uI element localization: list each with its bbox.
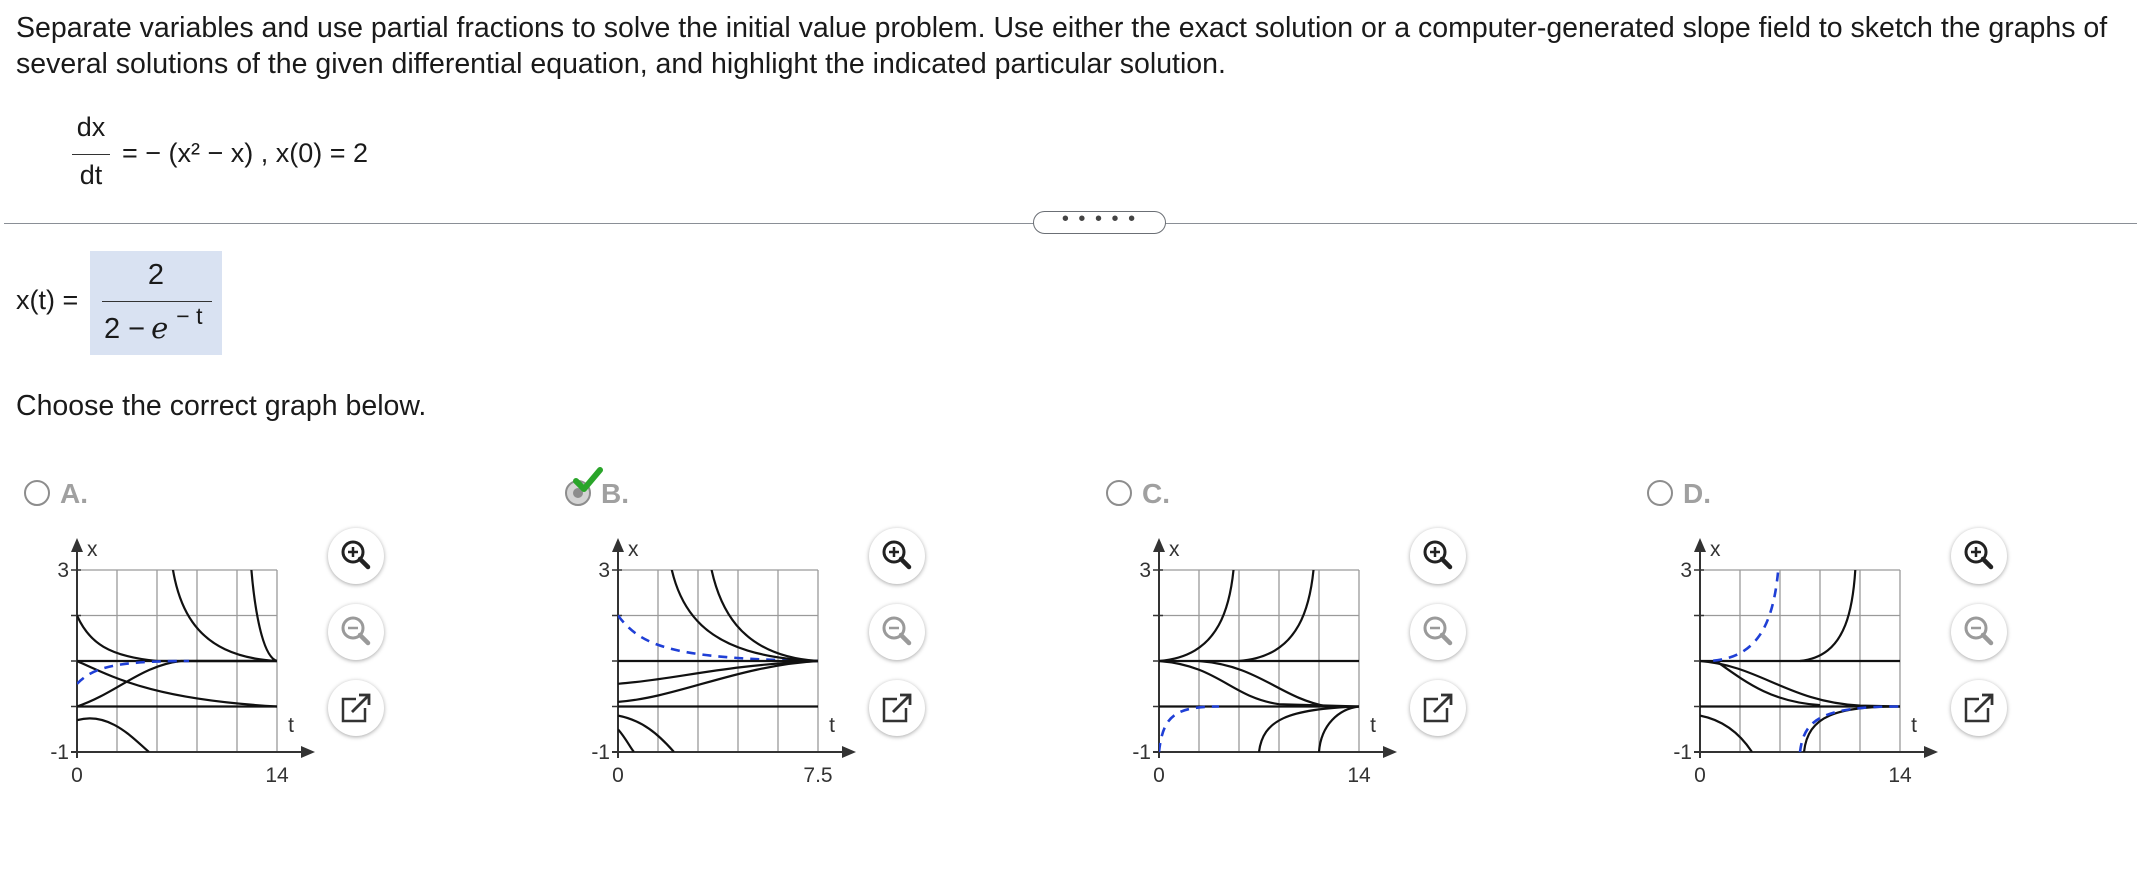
solution-graph bbox=[559, 520, 879, 800]
t-axis-arrow bbox=[842, 746, 856, 758]
zoom-out-button[interactable] bbox=[328, 604, 384, 660]
solution-graph bbox=[1100, 520, 1420, 800]
option-letter: B. bbox=[601, 478, 629, 509]
t-axis-label: t bbox=[1370, 714, 1376, 737]
question-text: Separate variables and use partial fractions to solve the initial value problem. Use either the exact solution or a computer-generated slope field to sketch the graphs of several solutions of the given differential equation, and highlight the indicated particular solution. bbox=[16, 12, 2108, 80]
option-radio[interactable] bbox=[1647, 480, 1673, 506]
popout-button[interactable] bbox=[1410, 680, 1466, 736]
t-tick-label-start: 0 bbox=[1694, 764, 1706, 787]
checkmark-icon bbox=[573, 466, 603, 496]
solution-curve bbox=[77, 718, 149, 752]
popout-button[interactable] bbox=[328, 680, 384, 736]
solution-curve bbox=[77, 616, 277, 662]
zoom-out-icon bbox=[869, 604, 925, 660]
x-axis-label: x bbox=[87, 538, 98, 561]
option-letter: C. bbox=[1142, 478, 1170, 509]
x-axis-arrow bbox=[612, 538, 624, 552]
option-a[interactable] bbox=[18, 470, 558, 800]
zoom-out-icon bbox=[1410, 604, 1466, 660]
equation-rhs: = − (x² − x) , x(0) = 2 bbox=[122, 138, 369, 168]
popout-icon bbox=[869, 680, 925, 736]
solution-graph bbox=[1641, 520, 1961, 800]
t-axis-arrow bbox=[1383, 746, 1397, 758]
option-c[interactable] bbox=[1100, 470, 1640, 800]
option-radio[interactable] bbox=[1106, 480, 1132, 506]
particular-solution-curve bbox=[1800, 707, 1900, 753]
y-tick-label-top: 3 bbox=[598, 559, 610, 582]
answer-den-lead: 2 − bbox=[104, 313, 146, 345]
prompt-text: Choose the correct graph below. bbox=[16, 390, 427, 422]
answer-denominator bbox=[104, 303, 203, 346]
t-axis-label: t bbox=[829, 714, 835, 737]
x-axis-label: x bbox=[1169, 538, 1180, 561]
solution-curve bbox=[1804, 707, 1900, 753]
popout-icon bbox=[1410, 680, 1466, 736]
popout-icon bbox=[328, 680, 384, 736]
popout-button[interactable] bbox=[1951, 680, 2007, 736]
zoom-out-button[interactable] bbox=[1951, 604, 2007, 660]
y-tick-label-top: 3 bbox=[1139, 559, 1151, 582]
zoom-in-icon bbox=[1410, 528, 1466, 584]
solution-curve bbox=[1239, 525, 1315, 662]
answer-input-box[interactable] bbox=[90, 251, 222, 355]
answer-label: x(t) = bbox=[16, 285, 79, 315]
zoom-out-button[interactable] bbox=[869, 604, 925, 660]
answer-den-e: e bbox=[151, 311, 169, 345]
popout-icon bbox=[1951, 680, 2007, 736]
x-axis-arrow bbox=[1694, 538, 1706, 552]
zoom-in-icon bbox=[1951, 528, 2007, 584]
answer-den-exponent: − t bbox=[176, 303, 203, 329]
zoom-out-icon bbox=[328, 604, 384, 660]
t-tick-label-start: 0 bbox=[71, 764, 83, 787]
solution-curve bbox=[1700, 716, 1752, 752]
solution-curve bbox=[618, 716, 674, 752]
fraction-numerator: dx bbox=[76, 112, 106, 142]
t-axis-arrow bbox=[1924, 746, 1938, 758]
t-tick-label-end: 14 bbox=[265, 764, 289, 787]
zoom-in-icon bbox=[869, 528, 925, 584]
zoom-in-icon bbox=[328, 528, 384, 584]
solution-curve bbox=[249, 525, 277, 662]
solution-curve bbox=[1159, 661, 1359, 707]
option-b[interactable] bbox=[559, 470, 1099, 800]
t-tick-label-end: 14 bbox=[1888, 764, 1912, 787]
solution-curve bbox=[1700, 661, 1900, 707]
t-tick-label-end: 14 bbox=[1347, 764, 1371, 787]
fraction-denominator: dt bbox=[79, 160, 103, 190]
option-letter: D. bbox=[1683, 478, 1711, 509]
divider-expand-handle[interactable]: • • • • • bbox=[1033, 211, 1166, 234]
y-tick-label-bottom: -1 bbox=[1132, 741, 1151, 764]
particular-solution-curve bbox=[1159, 707, 1219, 753]
x-axis-arrow bbox=[71, 538, 83, 552]
y-tick-label-top: 3 bbox=[1680, 559, 1692, 582]
t-axis-label: t bbox=[1911, 714, 1917, 737]
t-tick-label-start: 0 bbox=[612, 764, 624, 787]
y-tick-label-bottom: -1 bbox=[591, 741, 610, 764]
popout-button[interactable] bbox=[869, 680, 925, 736]
solution-curve bbox=[1259, 707, 1359, 753]
zoom-in-button[interactable] bbox=[1410, 528, 1466, 584]
zoom-in-button[interactable] bbox=[869, 528, 925, 584]
option-letter: A. bbox=[60, 478, 88, 509]
zoom-in-button[interactable] bbox=[1951, 528, 2007, 584]
solution-curve bbox=[169, 525, 277, 662]
x-axis-arrow bbox=[1153, 538, 1165, 552]
solution-curve bbox=[1800, 525, 1856, 662]
solution-graph bbox=[18, 520, 338, 800]
y-tick-label-bottom: -1 bbox=[50, 741, 69, 764]
answer-numerator: 2 bbox=[147, 259, 165, 291]
solution-curve bbox=[618, 729, 634, 752]
zoom-out-button[interactable] bbox=[1410, 604, 1466, 660]
y-tick-label-top: 3 bbox=[57, 559, 69, 582]
y-tick-label-bottom: -1 bbox=[1673, 741, 1692, 764]
solution-curve bbox=[1319, 707, 1359, 753]
zoom-in-button[interactable] bbox=[328, 528, 384, 584]
t-axis-arrow bbox=[301, 746, 315, 758]
option-d[interactable] bbox=[1641, 470, 2137, 800]
t-tick-label-start: 0 bbox=[1153, 764, 1165, 787]
t-tick-label-end: 7.5 bbox=[803, 764, 833, 787]
zoom-out-icon bbox=[1951, 604, 2007, 660]
particular-solution-curve bbox=[77, 661, 189, 684]
t-axis-label: t bbox=[288, 714, 294, 737]
x-axis-label: x bbox=[628, 538, 639, 561]
option-radio[interactable] bbox=[24, 480, 50, 506]
solution-curve bbox=[666, 525, 818, 662]
x-axis-label: x bbox=[1710, 538, 1721, 561]
